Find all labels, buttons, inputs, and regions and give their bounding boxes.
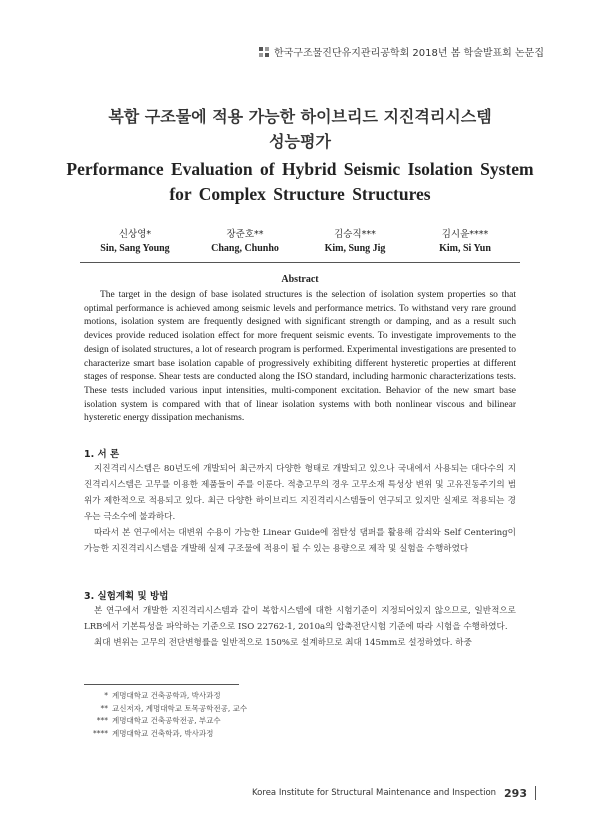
- title-korean-line-1: 복합 구조물에 적용 가능한 하이브리드 지진격리시스템: [108, 107, 492, 126]
- abstract-heading: Abstract: [281, 274, 319, 285]
- author-divider: [80, 262, 520, 263]
- author: [410, 228, 520, 256]
- footnote-mark: ***: [96, 716, 108, 725]
- author-name-korean: 김시윤****: [441, 229, 489, 240]
- author-name-english: Sin, Sang Young: [100, 243, 170, 254]
- page-footer: [252, 786, 536, 800]
- section-heading-method: 3. 실험계획 및 방법: [84, 591, 169, 602]
- journal-name: 한국구조물진단유지관리공학회 2018년 봄 학술발표회 논문집: [273, 48, 544, 59]
- footnote: [84, 728, 247, 741]
- paragraph: 최대 변위는 고무의 전단변형률을 일반적으로 150%로 설계하므로 최대 145mm로 설정하였다. 하중: [94, 638, 472, 648]
- section-heading-introduction: 1. 서 론: [84, 449, 120, 460]
- title-korean: [0, 104, 600, 154]
- footer-institute: Korea Institute for Structural Maintenance and Inspection: [252, 788, 497, 798]
- footnote-text: 계명대학교 건축학과, 박사과정: [112, 728, 214, 738]
- footnote-text: 교신저자, 계명대학교 토목공학전공, 교수: [112, 703, 248, 713]
- author-name-korean: 신상영*: [118, 229, 152, 240]
- author: [190, 228, 300, 256]
- section-body-introduction: [84, 461, 516, 557]
- author-list: [80, 228, 520, 256]
- paragraph: 본 연구에서 개발한 지진격리시스템과 같이 복합시스템에 대한 시험기준이 지정되어있지 않으므로, 일반적으로 LRB에서 기본특성을 파악하는 기준으로 ISO 22762-1, 2010a의 압축전단시험 기준에 따라 시험을 수행하였다.: [84, 606, 516, 632]
- title-korean-line-2: 성능평가: [269, 132, 331, 151]
- author-name-english: Kim, Sung Jig: [324, 243, 386, 254]
- paragraph: 지진격리시스템은 80년도에 개발되어 최근까지 다양한 형태로 개발되고 있으나 국내에서 사용되는 대다수의 지진격리시스템은 고무를 이용한 제품들이 주를 이룬다. 적층고무의 경우 고무소재 특성상 변위 및 고유진동주기의 범위가 제한적으로 적용되고 있다. 최근 다양한 하이브리드 지진격리시스템들이 연구되고 있지만 실제로 적용되는 경우는 극소수에 불과하다.: [84, 464, 516, 522]
- footnote-mark: ****: [93, 728, 108, 738]
- footnote: [84, 690, 247, 703]
- paragraph: 따라서 본 연구에서는 대변위 수용이 가능한 Linear Guide에 점탄성 댐퍼를 활용해 감쇠와 Self Centering이 가능한 지진격리시스템을 개발해 실제 구조물에 적용이 될 수 있는 용량으로 제작 및 실험을 수행하였다: [84, 528, 516, 554]
- section-body-method: [84, 603, 516, 651]
- author-name-english: Kim, Si Yun: [439, 243, 491, 254]
- footnote-mark: **: [100, 703, 108, 713]
- footnotes: [84, 690, 247, 740]
- author-name-korean: 장준호**: [226, 229, 264, 240]
- footnote-mark: *: [104, 691, 108, 700]
- title-english-line-2: for Complex Structure Structures: [169, 184, 431, 204]
- abstract-text: The target in the design of base isolated structures is the selection of isolation system properties so that optimal performance is achieved among seismic levels and performance metrics. To withstand very rare ground motions, isolation system are frequently designed with significant strength or damping, and as a result such devices provide reduced isolation effect for more frequent seismic events. To investigate improvements to the design of isolated structures, a lot of research program is performed. Experimental investigations are presented to characterize smart base isolation capable of progressively exhibiting different hysteretic properties at different stages of response. Shear tests are conducted along the ISO standard, including harmonic characterizations tests. These tests included various input intensities, multi-component excitation. Behavior of the new smart base isolation system is compared with that of linear isolation systems with both nonlinear viscous and bilinear hysteretic energy dissipation mechanisms.: [84, 290, 516, 424]
- author-name-english: Chang, Chunho: [211, 243, 279, 254]
- journal-logo-icon: [258, 46, 270, 58]
- title-english-line-1: Performance Evaluation of Hybrid Seismic Isolation System: [66, 159, 534, 179]
- footnote: [84, 715, 247, 728]
- author-name-korean: 김승직***: [334, 229, 376, 240]
- page-number: 293: [504, 786, 527, 800]
- author: [80, 228, 190, 256]
- footnote-text: 계명대학교 건축공학과, 박사과정: [112, 691, 221, 700]
- title-english: [0, 157, 600, 207]
- author: [300, 228, 410, 256]
- footer-divider: [535, 786, 536, 800]
- footnote: [84, 703, 247, 716]
- running-header: [258, 44, 544, 59]
- footnote-text: 계명대학교 건축공학전공, 부교수: [112, 716, 221, 725]
- footnote-divider: [84, 684, 239, 685]
